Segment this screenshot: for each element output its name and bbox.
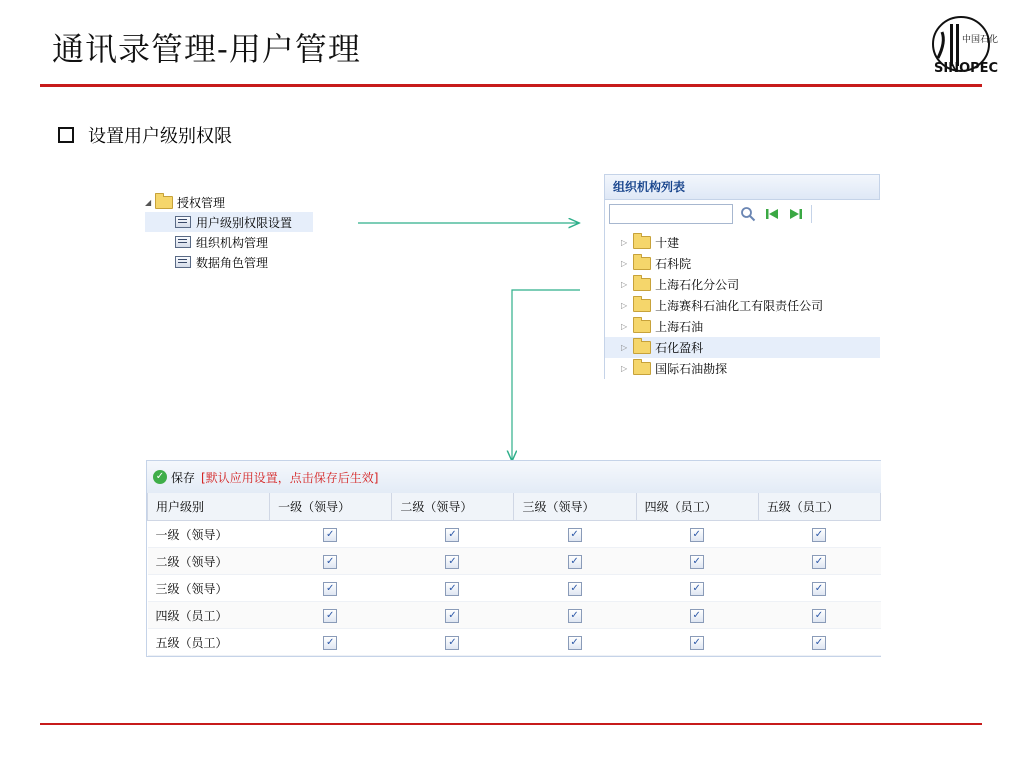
column-header[interactable]: 一级（领导）: [270, 493, 392, 521]
column-header[interactable]: 五级（员工）: [758, 493, 880, 521]
permission-cell: [758, 575, 880, 602]
column-header[interactable]: 四级（员工）: [636, 493, 758, 521]
column-header[interactable]: 用户级别: [148, 493, 270, 521]
expand-triangle-icon[interactable]: ▷: [621, 301, 628, 310]
save-button[interactable]: [153, 469, 195, 486]
permission-cell: [270, 602, 392, 629]
permission-checkbox[interactable]: ✓: [323, 555, 337, 569]
permission-checkbox[interactable]: ✓: [690, 555, 704, 569]
top-divider: [40, 84, 982, 87]
permission-checkbox[interactable]: ✓: [568, 609, 582, 623]
expand-triangle-icon[interactable]: ▷: [621, 259, 628, 268]
bullet-square-icon: [58, 127, 74, 143]
folder-icon: [633, 320, 651, 333]
folder-icon: [633, 278, 651, 291]
permission-cell: [392, 575, 514, 602]
permission-checkbox[interactable]: ✓: [812, 609, 826, 623]
permission-cell: [392, 548, 514, 575]
permission-cell: [392, 602, 514, 629]
permission-cell: [270, 548, 392, 575]
permission-checkbox[interactable]: ✓: [323, 528, 337, 542]
org-item-label: 国际石油勘探: [655, 362, 728, 376]
table-header-row: [148, 493, 881, 521]
org-item[interactable]: [605, 337, 880, 358]
svg-text:中国石化: 中国石化: [962, 35, 999, 45]
permission-checkbox[interactable]: ✓: [568, 582, 582, 596]
permission-checkbox[interactable]: ✓: [323, 582, 337, 596]
org-search-input[interactable]: [609, 204, 733, 224]
table-row: [148, 629, 881, 656]
column-header[interactable]: 三级（领导）: [514, 493, 636, 521]
folder-open-icon: [155, 196, 173, 209]
auth-tree: [145, 192, 313, 272]
tree-item-label: 用户级别权限设置: [196, 215, 293, 230]
permission-cell: [514, 548, 636, 575]
collapse-triangle-icon[interactable]: ◢: [145, 197, 152, 207]
permission-checkbox[interactable]: ✓: [445, 582, 459, 596]
permission-cell: [514, 629, 636, 656]
permission-checkbox[interactable]: ✓: [690, 636, 704, 650]
folder-icon: [633, 362, 651, 375]
permission-grid: [146, 460, 881, 657]
permission-checkbox[interactable]: ✓: [690, 582, 704, 596]
org-item-label: 石科院: [655, 257, 692, 271]
permission-checkbox[interactable]: ✓: [323, 609, 337, 623]
permission-cell: [514, 602, 636, 629]
folder-icon: [633, 299, 651, 312]
org-item[interactable]: [605, 253, 880, 274]
permission-cell: [514, 521, 636, 548]
org-item-label: 上海石油: [655, 320, 704, 334]
permission-checkbox[interactable]: ✓: [690, 528, 704, 542]
arrow-to-grid: [512, 290, 580, 460]
org-tree: [604, 228, 880, 379]
permission-checkbox[interactable]: ✓: [568, 636, 582, 650]
save-button-label: 保存: [171, 470, 196, 485]
org-item-label: 上海赛科石油化工有限责任公司: [655, 299, 824, 313]
section-heading: [58, 122, 232, 148]
permission-checkbox[interactable]: ✓: [445, 636, 459, 650]
permission-cell: [758, 548, 880, 575]
form-icon: [175, 256, 191, 268]
table-row: [148, 575, 881, 602]
permission-checkbox[interactable]: ✓: [323, 636, 337, 650]
permission-checkbox[interactable]: ✓: [445, 555, 459, 569]
bottom-divider: [40, 723, 982, 725]
permission-cell: [636, 575, 758, 602]
permission-cell: [514, 575, 636, 602]
form-icon: [175, 216, 191, 228]
search-icon[interactable]: [739, 205, 757, 223]
org-toolbar: [604, 200, 880, 228]
table-row: [148, 602, 881, 629]
permission-cell: [636, 629, 758, 656]
row-level-label: 五级（员工）: [148, 629, 270, 656]
tree-item-user-level-permission[interactable]: [145, 212, 313, 232]
permission-checkbox[interactable]: ✓: [812, 555, 826, 569]
save-hint: [默认应用设置，点击保存后生效]: [201, 470, 379, 485]
check-circle-icon: ✓: [153, 470, 167, 484]
folder-icon: [633, 341, 651, 354]
permission-checkbox[interactable]: ✓: [445, 609, 459, 623]
expand-triangle-icon[interactable]: ▷: [621, 343, 628, 352]
grid-toolbar: [147, 460, 881, 493]
permission-checkbox[interactable]: ✓: [690, 609, 704, 623]
table-body: [148, 521, 881, 656]
permission-cell: [270, 521, 392, 548]
expand-triangle-icon[interactable]: ▷: [621, 364, 628, 373]
folder-icon: [633, 257, 651, 270]
sinopec-logo: [928, 14, 999, 76]
org-item[interactable]: [605, 232, 880, 253]
permission-cell: [758, 629, 880, 656]
section-heading-text: 设置用户级别权限: [88, 126, 232, 147]
permission-cell: [270, 629, 392, 656]
tree-item-data-role-management[interactable]: [145, 252, 313, 272]
permission-cell: [758, 521, 880, 548]
permission-checkbox[interactable]: ✓: [812, 528, 826, 542]
permission-cell: [636, 548, 758, 575]
permission-checkbox[interactable]: ✓: [445, 528, 459, 542]
svg-text:SINOPEC: SINOPEC: [934, 61, 999, 76]
permission-cell: [392, 521, 514, 548]
permission-checkbox[interactable]: ✓: [812, 636, 826, 650]
permission-checkbox[interactable]: ✓: [812, 582, 826, 596]
column-header[interactable]: 二级（领导）: [392, 493, 514, 521]
table-row: [148, 521, 881, 548]
tree-item-org-management[interactable]: [145, 232, 313, 252]
permission-table: [147, 493, 881, 656]
org-item[interactable]: [605, 295, 880, 316]
toolbar-separator: [811, 205, 812, 223]
org-list-panel: [604, 174, 880, 387]
permission-cell: [636, 602, 758, 629]
org-panel-header: 组织机构列表: [604, 174, 880, 200]
permission-cell: [758, 602, 880, 629]
org-item-label: 十建: [655, 236, 680, 250]
row-level-label: 三级（领导）: [148, 575, 270, 602]
permission-cell: [270, 575, 392, 602]
first-page-icon[interactable]: [763, 205, 781, 223]
expand-triangle-icon[interactable]: ▷: [621, 280, 628, 289]
form-icon: [175, 236, 191, 248]
permission-checkbox[interactable]: ✓: [568, 555, 582, 569]
tree-item-label: 组织机构管理: [196, 235, 269, 250]
last-page-icon[interactable]: [787, 205, 805, 223]
tree-root-label: 授权管理: [177, 195, 226, 210]
row-level-label: 四级（员工）: [148, 602, 270, 629]
page-title: 通讯录管理-用户管理: [52, 30, 361, 68]
permission-cell: [636, 521, 758, 548]
tree-item-label: 数据角色管理: [196, 255, 269, 270]
folder-icon: [633, 236, 651, 249]
org-item-label: 上海石化分公司: [655, 278, 740, 292]
org-item[interactable]: [605, 358, 880, 379]
row-level-label: 一级（领导）: [148, 521, 270, 548]
row-level-label: 二级（领导）: [148, 548, 270, 575]
org-item-label: 石化盈科: [655, 341, 704, 355]
permission-checkbox[interactable]: ✓: [568, 528, 582, 542]
org-item[interactable]: [605, 274, 880, 295]
permission-cell: [392, 629, 514, 656]
expand-triangle-icon[interactable]: ▷: [621, 322, 628, 331]
table-row: [148, 548, 881, 575]
org-item[interactable]: [605, 316, 880, 337]
expand-triangle-icon[interactable]: ▷: [621, 238, 628, 247]
tree-root-auth-management[interactable]: [145, 192, 313, 212]
